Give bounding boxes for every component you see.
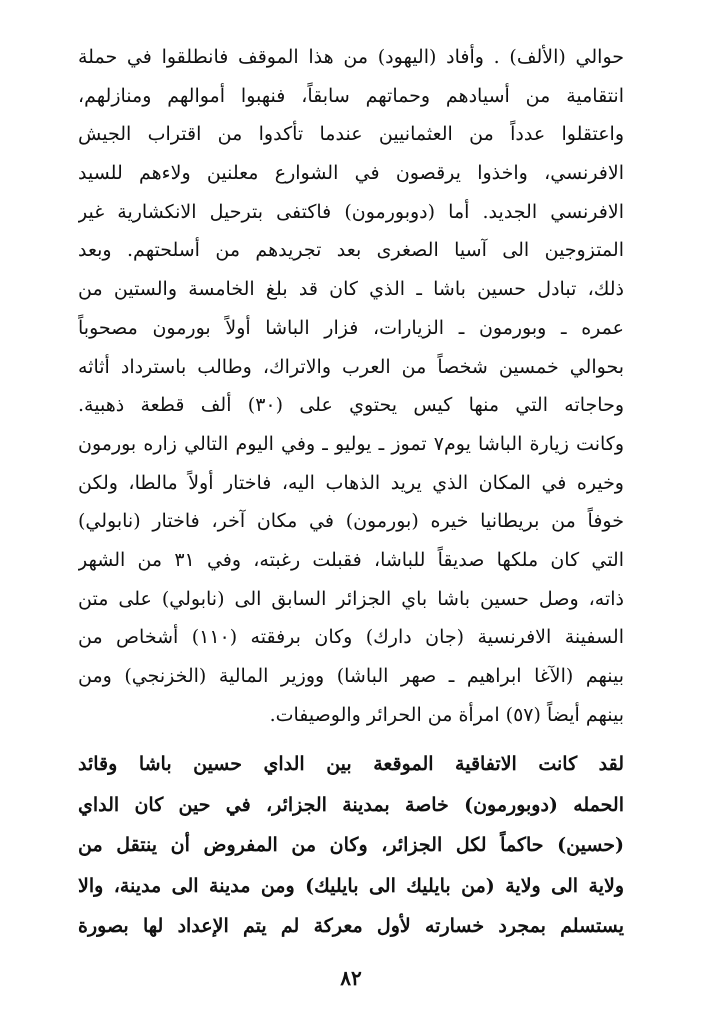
bold-text-line: يستسلم بمجرد خسارته لأول معركة لم يتم الإعداد لها بصورة <box>78 915 624 937</box>
text-line: بحوالي خمسين شخصاً من العرب والاتراك، وطالب باسترداد أثاثه <box>78 355 624 378</box>
bold-text-line: لقد كانت الاتفاقية الموقعة بين الداي حسين باشا وقائد <box>78 753 624 775</box>
text-line: الافرنسي، واخذوا يرقصون في الشوارع معلنين ولاءهم للسيد <box>78 162 624 185</box>
text-line: عمره ـ وبورمون ـ الزيارات، فزار الباشا أولاً بورمون مصحوباً <box>78 316 624 339</box>
text-line: وخيره في المكان الذي يريد الذهاب اليه، فاختار أولاً مالطا، ولكن <box>78 471 624 494</box>
page-number: ٨٢ <box>340 966 362 990</box>
text-line: خوفاً من بريطانيا خيره (بورمون) في مكان آخر، فاختار (نابولي) <box>78 510 624 533</box>
bold-text-line: (حسين) حاكماً لكل الجزائر، وكان من المفروض أن ينتقل من <box>78 834 624 856</box>
text-line: ذلك، تبادل حسين باشا ـ الذي كان قد بلغ الخامسة والستين من <box>78 278 624 301</box>
text-line: السفينة الافرنسية (جان دارك) وكان برفقته (١١٠) أشخاص من <box>78 626 624 649</box>
text-line: الافرنسي الجديد. أما (دوبورمون) فاكتفى بترحيل الانكشارية غير <box>78 200 624 223</box>
text-line: المتزوجين الى آسيا الصغرى بعد تجريدهم من أسلحتهم. وبعد <box>78 239 624 262</box>
bold-text-line: ولاية الى ولاية (من بايليك الى بايليك) ومن مدينة الى مدينة، والا <box>78 874 624 897</box>
paragraph-main <box>78 38 624 734</box>
text-line: وحاجاته التي منها كيس يحتوي على (٣٠) ألف قطعة ذهبية. <box>78 394 624 417</box>
text-line: واعتقلوا عدداً من العثمانيين عندما تأكدوا من اقتراب الجيش <box>78 123 624 146</box>
text-line: بينهم (الآغا ابراهيم ـ صهر الباشا) ووزير المالية (الخزنجي) ومن <box>78 665 624 687</box>
text-line: انتقامية من أسيادهم وحماتهم سابقاً، فنهبوا أموالهم ومنازلهم، <box>78 84 624 107</box>
text-line: التي كان ملكها صديقاً للباشا، فقبلت رغبته، وفي ٣١ من الشهر <box>78 548 624 571</box>
paragraph-bold <box>78 744 624 947</box>
bold-text-line: الحمله (دوبورمون) خاصة بمدينة الجزائر، في حين كان الداي <box>78 793 624 816</box>
text-line: ذاته، وصل حسين باشا باي الجزائر السابق الى (نابولي) على متن <box>78 587 624 610</box>
text-line: وكانت زيارة الباشا يوم٧ تموز ـ يوليو ـ وفي اليوم التالي زاره بورمون <box>78 432 624 455</box>
text-line: حوالي (الألف) . وأفاد (اليهود) من هذا الموقف فانطلقوا في حملة <box>78 46 624 68</box>
text-line-last: بينهم أيضاً (٥٧) امرأة من الحرائر والوصيفات. <box>269 703 624 726</box>
